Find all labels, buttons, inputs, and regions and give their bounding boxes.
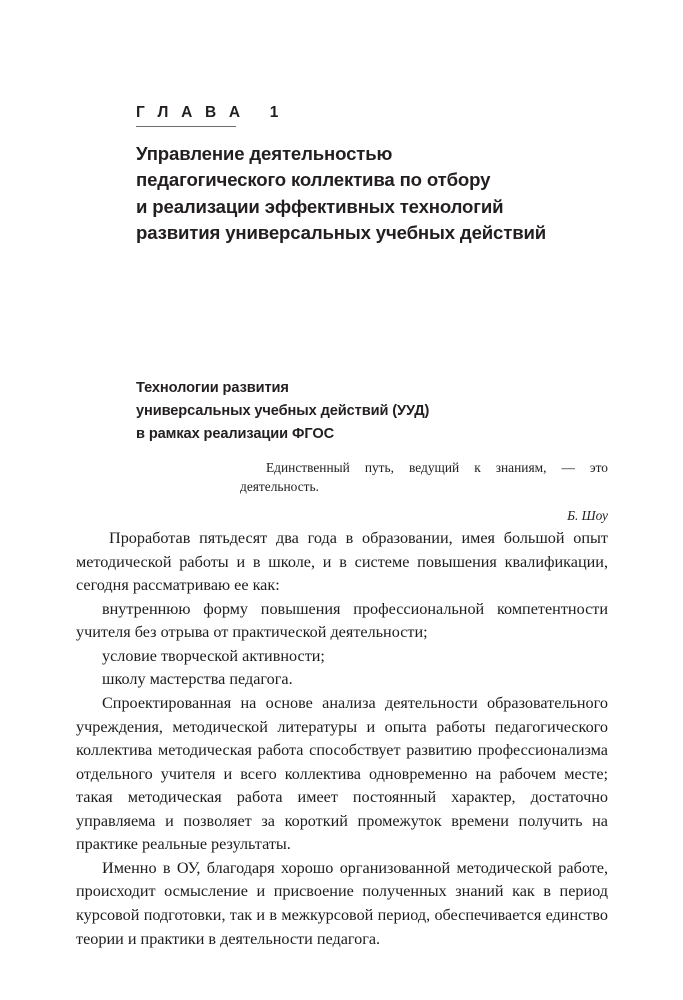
epigraph-attribution: Б. Шоу	[567, 507, 608, 523]
paragraph: условие творческой активности;	[102, 646, 325, 665]
chapter-divider-rule	[136, 126, 236, 127]
body-text	[76, 527, 608, 951]
chapter-title-line: и реализации эффективных технологий	[136, 195, 504, 217]
section-subtitle-line: универсальных учебных действий (УУД)	[136, 403, 430, 420]
chapter-title	[136, 141, 618, 247]
epigraph-block	[240, 458, 608, 525]
chapter-title-line: развития универсальных учебных действий	[136, 222, 547, 244]
section-subtitle-line: Технологии развития	[136, 380, 289, 397]
paragraph: школу мастерства педагога.	[102, 670, 293, 689]
paragraph: внутреннюю форму повышения профессиональной компетентности учителя без отрыва от практической деятельности;	[76, 599, 608, 642]
chapter-header	[136, 104, 618, 259]
paragraph: Спроектированная на основе анализа деятельности образовательного учреждения, методической литературы и опыта работы педагогического коллектива методическая работа способствует развитию профессионализма отдельного учителя и всего коллектива одновременно на рабочем месте; такая методическая работа имеет постоянный характер, достаточно управляема и позволяет за короткий промежуток времени получить на практике реальные результаты.	[76, 693, 608, 854]
chapter-title-line: педагогического коллектива по отбору	[136, 169, 491, 191]
epigraph-text: Единственный путь, ведущий к знаниям, — это деятельность.	[240, 460, 608, 495]
chapter-title-line: Управление деятельностью	[136, 143, 393, 165]
section-subtitle-line: в рамках реализации ФГОС	[136, 426, 335, 443]
paragraph: Проработав пятьдесят два года в образовании, имея большой опыт методической работы и в школе, и в системе повышения квалификации, сегодня рассматриваю ее как:	[76, 529, 608, 595]
chapter-number-label: Г Л А В А 1	[136, 104, 283, 121]
paragraph: Именно в ОУ, благодаря хорошо организованной методической работе, происходит осмысление и присвоение полученных знаний как в период курсовой подготовки, так и в межкурсовой период, обеспечивается единство теории и практики в деятельности педагога.	[76, 858, 608, 948]
section-subtitle	[136, 377, 618, 446]
